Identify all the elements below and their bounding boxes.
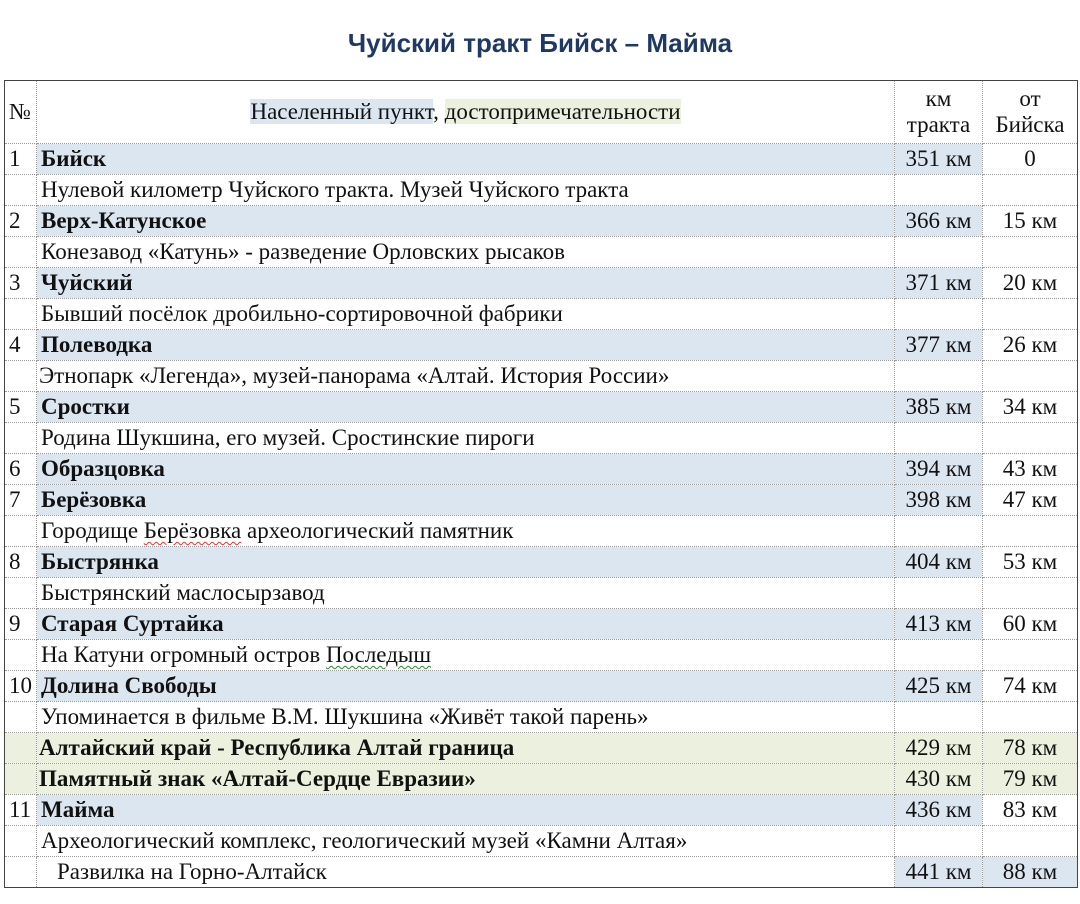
row-number: 2 bbox=[5, 206, 37, 237]
header-sep: , bbox=[433, 99, 445, 124]
km-from-biysk: 34 км bbox=[983, 392, 1078, 423]
km-trakt-empty bbox=[895, 237, 983, 268]
row-number-empty bbox=[5, 826, 37, 857]
attraction-description: Родина Шукшина, его музей. Сростинские пироги bbox=[37, 423, 895, 454]
header-km-line2: тракта bbox=[906, 112, 971, 137]
table-row bbox=[5, 764, 1078, 795]
row-number-empty bbox=[5, 578, 37, 609]
header-place-a: Населенный пункт bbox=[250, 99, 434, 124]
row-number: 5 bbox=[5, 392, 37, 423]
km-trakt-empty bbox=[895, 423, 983, 454]
km-trakt: 366 км bbox=[895, 206, 983, 237]
km-trakt: 436 км bbox=[895, 795, 983, 826]
km-trakt: 430 км bbox=[895, 764, 983, 795]
row-number: 11 bbox=[5, 795, 37, 826]
km-from-biysk-empty bbox=[983, 175, 1078, 206]
km-trakt: 394 км bbox=[895, 454, 983, 485]
km-from-biysk-empty bbox=[983, 702, 1078, 733]
place-name: Бийск bbox=[37, 144, 895, 175]
place-name: Образцовка bbox=[37, 454, 895, 485]
header-from-line2: Бийска bbox=[995, 112, 1065, 137]
table-row bbox=[5, 392, 1078, 423]
km-from-biysk-empty bbox=[983, 361, 1078, 392]
spellcheck-mark: Последыш bbox=[325, 642, 432, 667]
row-number: 9 bbox=[5, 609, 37, 640]
table-row bbox=[5, 361, 1078, 392]
km-from-biysk-empty bbox=[983, 299, 1078, 330]
header-km bbox=[895, 81, 983, 144]
row-number-empty bbox=[5, 702, 37, 733]
row-number: 10 bbox=[5, 671, 37, 702]
km-trakt-empty bbox=[895, 640, 983, 671]
row-number-empty bbox=[5, 640, 37, 671]
km-from-biysk-empty bbox=[983, 826, 1078, 857]
table-row bbox=[5, 144, 1078, 175]
landmark-name: Алтайский край - Республика Алтай граница bbox=[37, 733, 895, 764]
km-from-biysk: 0 bbox=[983, 144, 1078, 175]
row-number: 1 bbox=[5, 144, 37, 175]
spellcheck-mark: Берёзовка bbox=[143, 518, 242, 543]
km-from-biysk: 47 км bbox=[983, 485, 1078, 516]
km-from-biysk: 43 км bbox=[983, 454, 1078, 485]
place-name: Чуйский bbox=[37, 268, 895, 299]
km-trakt: 385 км bbox=[895, 392, 983, 423]
place-name: Сростки bbox=[37, 392, 895, 423]
km-from-biysk: 83 км bbox=[983, 795, 1078, 826]
km-from-biysk: 88 км bbox=[983, 857, 1078, 888]
km-from-biysk: 78 км bbox=[983, 733, 1078, 764]
row-number-empty bbox=[5, 733, 37, 764]
place-name: Старая Суртайка bbox=[37, 609, 895, 640]
table-row bbox=[5, 826, 1078, 857]
row-number-empty bbox=[5, 764, 37, 795]
km-from-biysk: 79 км bbox=[983, 764, 1078, 795]
km-trakt: 404 км bbox=[895, 547, 983, 578]
place-name: Берёзовка bbox=[37, 485, 895, 516]
km-from-biysk-empty bbox=[983, 423, 1078, 454]
table-row bbox=[5, 516, 1078, 547]
place-name: Полеводка bbox=[37, 330, 895, 361]
row-number-empty bbox=[5, 299, 37, 330]
km-from-biysk: 15 км bbox=[983, 206, 1078, 237]
row-number: 4 bbox=[5, 330, 37, 361]
attraction-description: Конезавод «Катунь» - разведение Орловских рысаков bbox=[37, 237, 895, 268]
table-row bbox=[5, 640, 1078, 671]
km-from-biysk-empty bbox=[983, 578, 1078, 609]
place-name: Верх-Катунское bbox=[37, 206, 895, 237]
attraction-description: Нулевой километр Чуйского тракта. Музей Чуйского тракта bbox=[37, 175, 895, 206]
header-place bbox=[37, 81, 895, 144]
route-table bbox=[4, 80, 1078, 888]
header-km-line1: км bbox=[925, 86, 952, 111]
km-trakt-empty bbox=[895, 361, 983, 392]
row-number-empty bbox=[5, 423, 37, 454]
attraction-description: Этнопарк «Легенда», музей-панорама «Алтай. История России» bbox=[37, 361, 895, 392]
table-row bbox=[5, 702, 1078, 733]
km-from-biysk: 60 км bbox=[983, 609, 1078, 640]
row-number-empty bbox=[5, 857, 37, 888]
km-from-biysk-empty bbox=[983, 516, 1078, 547]
row-number-empty bbox=[5, 361, 37, 392]
km-trakt-empty bbox=[895, 578, 983, 609]
table-row bbox=[5, 423, 1078, 454]
table-row bbox=[5, 609, 1078, 640]
table-row bbox=[5, 857, 1078, 888]
km-trakt: 425 км bbox=[895, 671, 983, 702]
km-from-biysk-empty bbox=[983, 640, 1078, 671]
attraction-description: Быстрянский маслосырзавод bbox=[37, 578, 895, 609]
header-from bbox=[983, 81, 1078, 144]
row-number: 7 bbox=[5, 485, 37, 516]
table-row bbox=[5, 268, 1078, 299]
row-number-empty bbox=[5, 175, 37, 206]
attraction-description: Упоминается в фильме В.М. Шукшина «Живёт такой парень» bbox=[37, 702, 895, 733]
attraction-description: Бывший посёлок дробильно-сортировочной фабрики bbox=[37, 299, 895, 330]
header-place-b: достопримечательности bbox=[444, 99, 681, 124]
km-trakt: 429 км bbox=[895, 733, 983, 764]
route-table-body bbox=[5, 81, 1078, 888]
landmark-name: Памятный знак «Алтай-Сердце Евразии» bbox=[37, 764, 895, 795]
km-from-biysk: 53 км bbox=[983, 547, 1078, 578]
attraction-description: На Катуни огромный остров Последыш bbox=[37, 640, 895, 671]
km-trakt-empty bbox=[895, 175, 983, 206]
table-row bbox=[5, 578, 1078, 609]
km-trakt: 441 км bbox=[895, 857, 983, 888]
table-row bbox=[5, 206, 1078, 237]
place-name: Долина Свободы bbox=[37, 671, 895, 702]
km-trakt: 371 км bbox=[895, 268, 983, 299]
km-trakt-empty bbox=[895, 702, 983, 733]
km-trakt: 413 км bbox=[895, 609, 983, 640]
row-number: 6 bbox=[5, 454, 37, 485]
table-row bbox=[5, 671, 1078, 702]
row-number: 8 bbox=[5, 547, 37, 578]
km-trakt-empty bbox=[895, 826, 983, 857]
km-trakt: 398 км bbox=[895, 485, 983, 516]
row-number: 3 bbox=[5, 268, 37, 299]
header-from-line1: от bbox=[1019, 86, 1041, 111]
attraction-description: Археологический комплекс, геологический музей «Камни Алтая» bbox=[37, 826, 895, 857]
table-row bbox=[5, 237, 1078, 268]
page-title: Чуйский тракт Бийск – Майма bbox=[347, 28, 733, 58]
table-row bbox=[5, 454, 1078, 485]
table-row bbox=[5, 330, 1078, 361]
row-number-empty bbox=[5, 516, 37, 547]
table-row bbox=[5, 733, 1078, 764]
km-trakt-empty bbox=[895, 299, 983, 330]
attraction-description: Городище Берёзовка археологический памятник bbox=[37, 516, 895, 547]
km-from-biysk: 20 км bbox=[983, 268, 1078, 299]
place-name: Майма bbox=[37, 795, 895, 826]
row-number-empty bbox=[5, 237, 37, 268]
place-name: Быстрянка bbox=[37, 547, 895, 578]
km-trakt: 377 км bbox=[895, 330, 983, 361]
km-from-biysk: 26 км bbox=[983, 330, 1078, 361]
table-row bbox=[5, 175, 1078, 206]
table-row bbox=[5, 299, 1078, 330]
header-num: № bbox=[5, 81, 37, 144]
km-trakt-empty bbox=[895, 516, 983, 547]
table-row bbox=[5, 547, 1078, 578]
table-row bbox=[5, 485, 1078, 516]
km-from-biysk-empty bbox=[983, 237, 1078, 268]
table-row bbox=[5, 795, 1078, 826]
stop-description: Развилка на Горно-Алтайск bbox=[37, 857, 895, 888]
km-from-biysk: 74 км bbox=[983, 671, 1078, 702]
km-trakt: 351 км bbox=[895, 144, 983, 175]
table-header-row bbox=[5, 81, 1078, 144]
